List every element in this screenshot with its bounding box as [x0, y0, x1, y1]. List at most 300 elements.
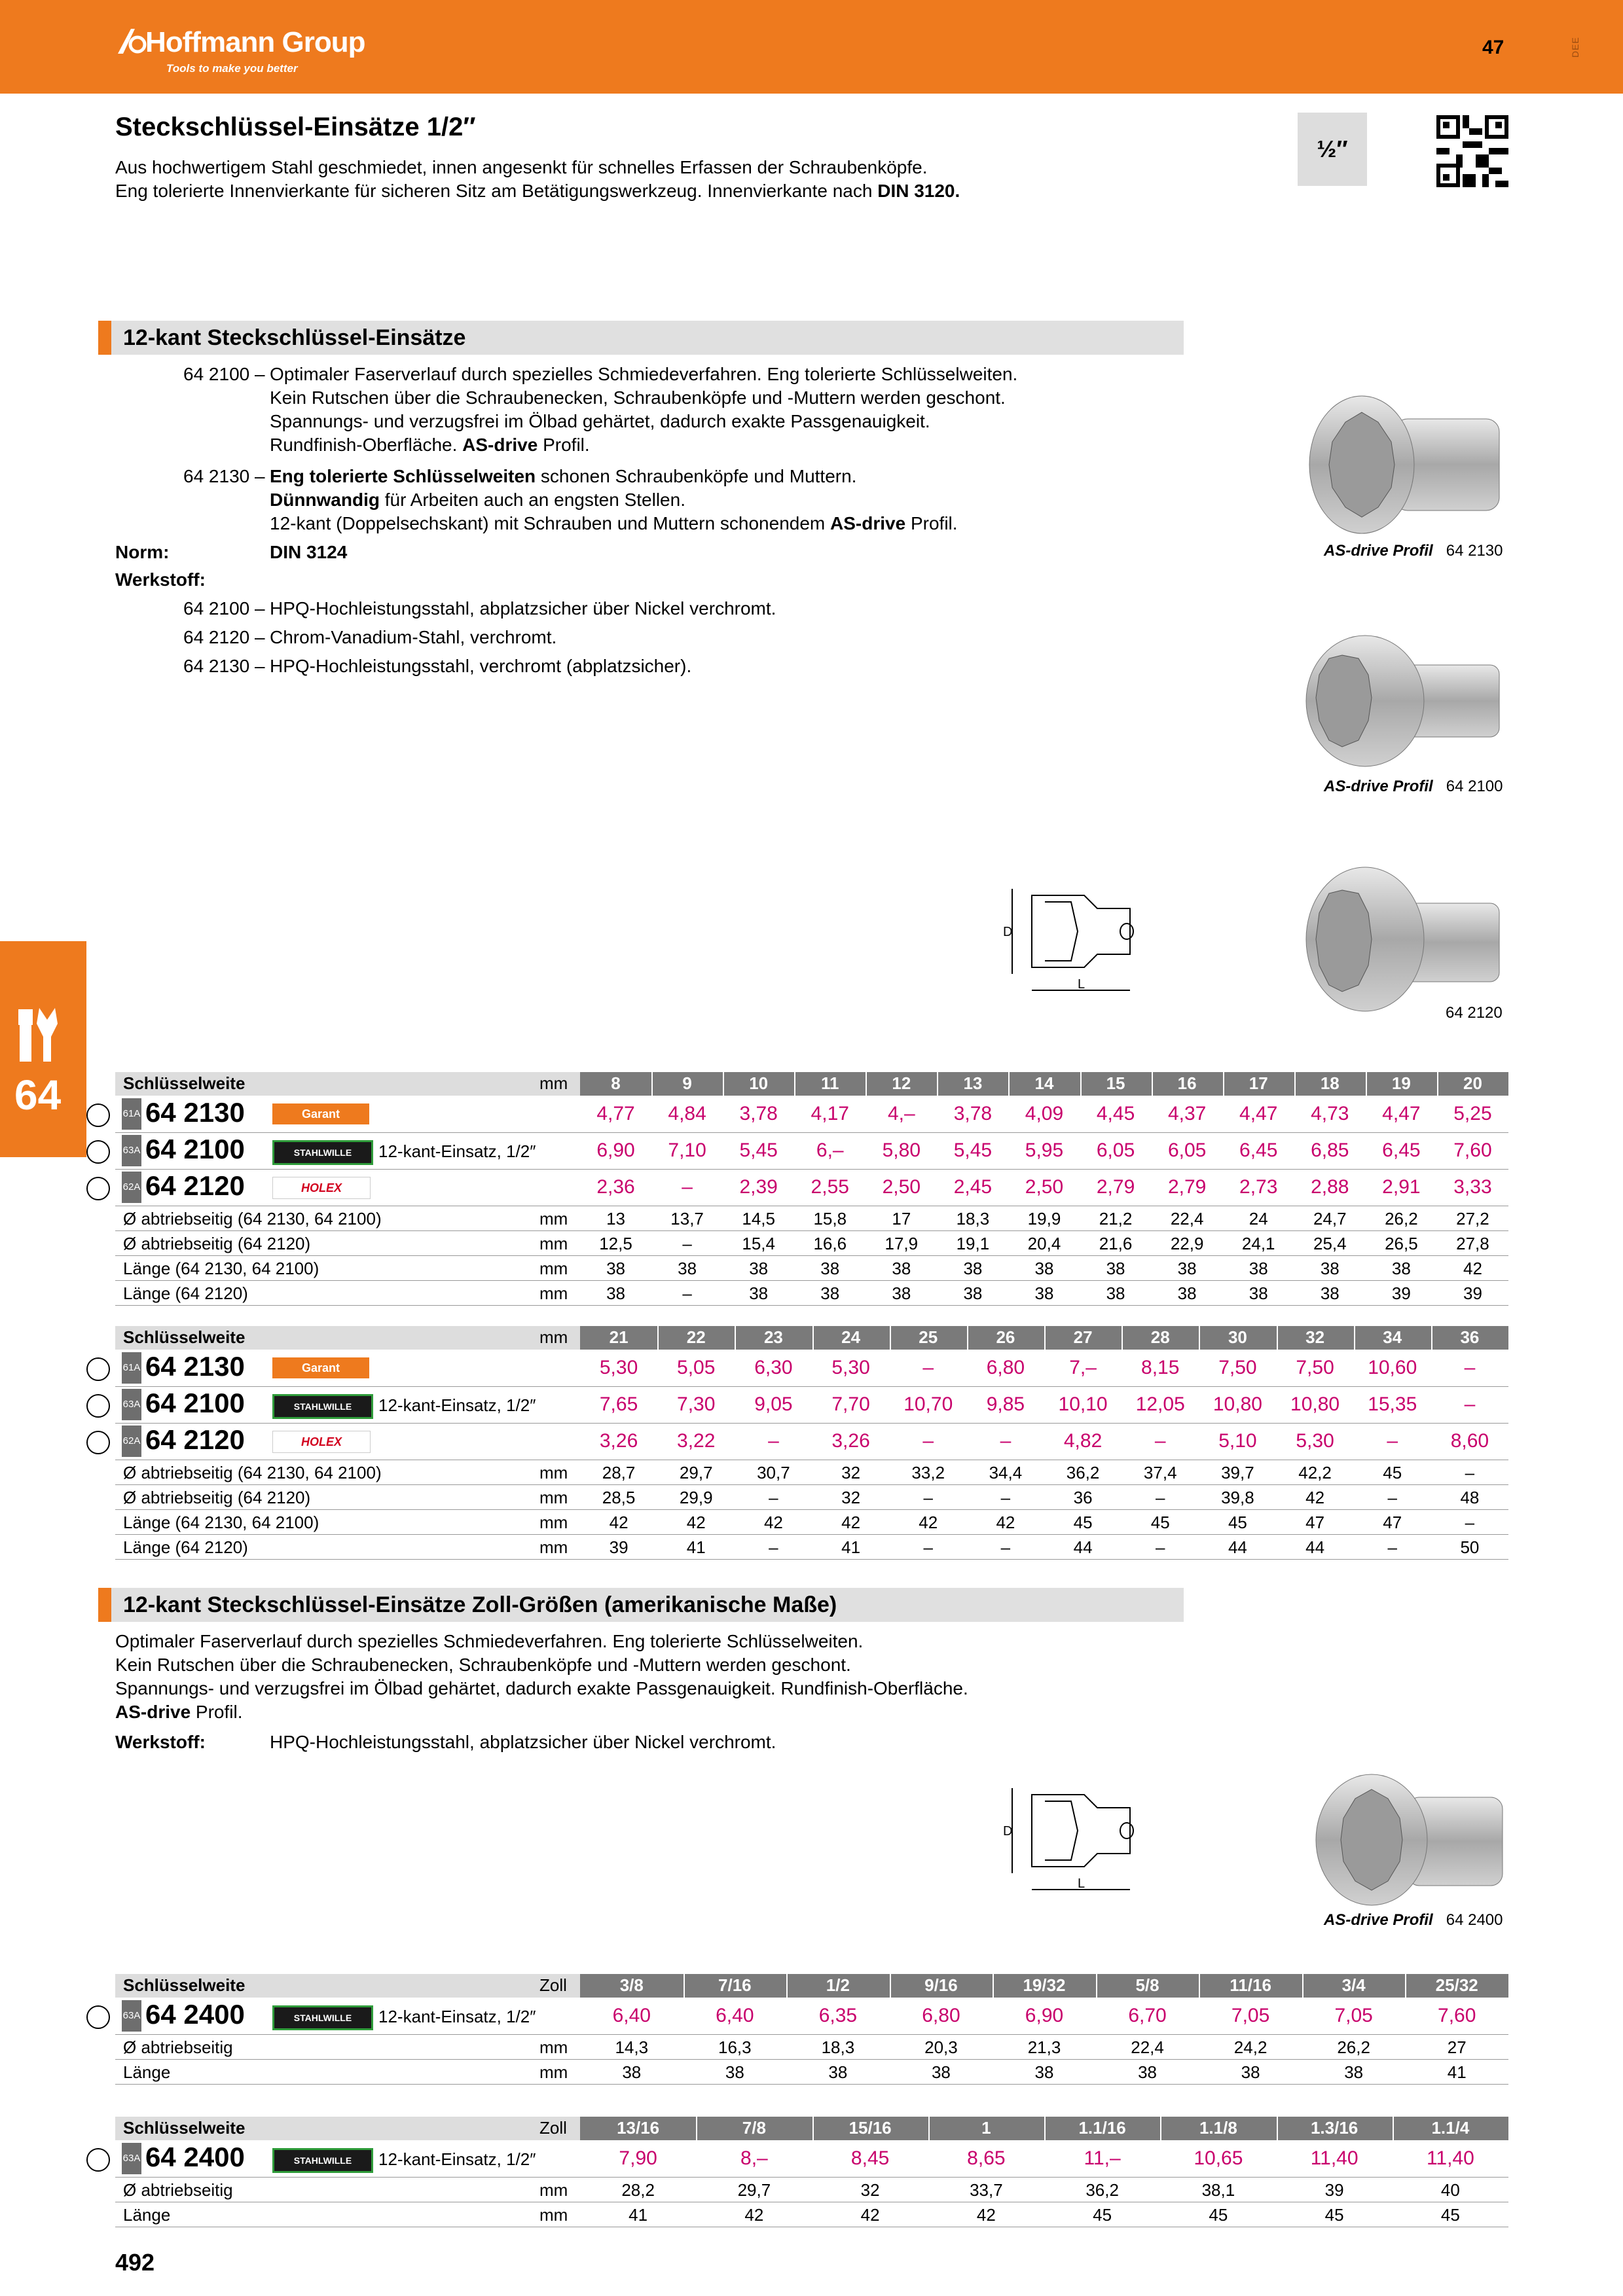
dimension-cell: 47 [1383, 1513, 1402, 1532]
dimension-cell: – [1156, 1488, 1165, 1507]
tools-icon [17, 1004, 67, 1064]
werkstoff-label: Werkstoff: [115, 1732, 206, 1752]
row-divider [115, 1423, 1508, 1424]
dimension-cell: 38 [1391, 1259, 1411, 1278]
size-header-cell: 18 [1320, 1073, 1340, 1093]
dimension-cell: 38 [1249, 1283, 1268, 1303]
price-cell: – [1387, 1430, 1398, 1452]
dimension-cell: 42 [841, 1513, 861, 1532]
dimension-cell: 42 [763, 1513, 783, 1532]
drive-size-badge: ½″ [1298, 113, 1367, 186]
size-header-cell: 16 [1177, 1073, 1197, 1093]
price-cell: 8,– [740, 2147, 768, 2169]
price-cell: 10,80 [1213, 1393, 1262, 1415]
price-cell: 9,85 [986, 1393, 1025, 1415]
dimension-cell: 42 [686, 1513, 706, 1532]
art2-line: 12-kant (Doppelsechskant) mit Schrauben und Muttern schonendem AS-drive Profil. [270, 513, 958, 533]
dimension-cell: 12,5 [599, 1234, 632, 1253]
size-header-cell: 11 [821, 1073, 839, 1093]
socket-photo-642120 [1303, 864, 1512, 1014]
dimension-cell: 38 [820, 1259, 840, 1278]
dimension-cell: 42 [919, 1513, 938, 1532]
price-cell: 4,47 [1382, 1103, 1421, 1124]
section-header-zoll [98, 1588, 1184, 1622]
dimension-unit: mm [539, 1488, 568, 1507]
werkstoff-label: Werkstoff: [115, 569, 206, 590]
brand-stahlwille-logo: STAHLWILLE [272, 2148, 373, 2173]
brand-garant-logo: Garant [272, 1357, 369, 1378]
dimension-label: Ø abtriebseitig [123, 2180, 233, 2200]
drawing-label-d: D [1003, 1824, 1013, 1839]
dimension-cell: 26,2 [1337, 2037, 1370, 2057]
dimension-cell: – [682, 1234, 692, 1253]
row-divider [115, 1305, 1508, 1306]
row-divider [115, 1230, 1508, 1231]
dimension-label: Ø abtriebseitig (64 2130, 64 2100) [123, 1463, 382, 1482]
page-title: Steckschlüssel-Einsätze 1/2″ [115, 113, 476, 141]
dimension-cell: 42 [609, 1513, 629, 1532]
select-radio[interactable] [86, 1140, 110, 1164]
dimension-cell: 38 [1249, 1259, 1268, 1278]
dimension-label: Länge (64 2120) [123, 1537, 248, 1557]
size-header-cell: 25/32 [1435, 1975, 1478, 1995]
dimension-cell: 17,9 [884, 1234, 919, 1253]
price-cell: 2,88 [1311, 1176, 1349, 1198]
zoll-line: Kein Rutschen über die Schraubenecken, Schraubenköpfe und -Muttern werden geschont. [115, 1655, 851, 1675]
select-radio[interactable] [86, 1431, 110, 1454]
dimension-cell: 38 [1106, 1283, 1125, 1303]
dimension-cell: 24,2 [1233, 2037, 1267, 2057]
dimension-cell: 20,3 [924, 2037, 958, 2057]
column-divider [735, 1326, 736, 1350]
dimension-cell: 42 [1305, 1488, 1325, 1507]
select-radio[interactable] [86, 2148, 110, 2172]
column-divider [1044, 1326, 1046, 1350]
size-unit: mm [539, 1073, 568, 1093]
price-cell: – [1154, 1430, 1166, 1452]
article-number[interactable]: 64 2400 [145, 2142, 245, 2172]
price-cell: 7,65 [599, 1393, 638, 1415]
dimension-cell: 15,8 [813, 1209, 847, 1229]
size-unit: Zoll [539, 2118, 567, 2138]
catalog-code: 63A [122, 2143, 141, 2174]
brand-holex-logo: HOLEX [272, 1177, 371, 1199]
dimension-cell: 27,2 [1456, 1209, 1489, 1229]
dimension-cell: 38 [1106, 1259, 1125, 1278]
column-divider [1096, 1974, 1097, 1998]
select-radio[interactable] [86, 2005, 110, 2029]
row-divider [115, 2059, 1508, 2060]
size-header-cell: 14 [1034, 1073, 1054, 1093]
art1-line: Kein Rutschen über die Schraubenecken, Schraubenköpfe und -Muttern werden geschont. [270, 387, 1006, 408]
price-cell: 8,60 [1450, 1430, 1489, 1452]
size-header-cell: 12 [892, 1073, 911, 1093]
row-divider [115, 2034, 1508, 2035]
price-cell: 7,90 [619, 2147, 657, 2169]
dimension-cell: 38 [606, 1259, 625, 1278]
price-cell: – [922, 1430, 934, 1452]
article-number[interactable]: 64 2130 [145, 1351, 245, 1382]
hoffmann-logo-icon [115, 25, 148, 56]
dimension-cell: 44 [1305, 1537, 1325, 1557]
catalog-code: 61A [122, 1352, 141, 1384]
dimension-cell: – [923, 1537, 933, 1557]
size-header-cell: 1.1/4 [1431, 2118, 1470, 2138]
row-divider [115, 1484, 1508, 1485]
column-divider [723, 1072, 724, 1096]
dimension-cell: 41 [629, 2205, 648, 2225]
dimension-cell: 32 [841, 1463, 861, 1482]
column-divider [1366, 1072, 1367, 1096]
dimension-unit: mm [539, 1259, 568, 1278]
material-text: HPQ-Hochleistungsstahl, verchromt (abplatzsicher). [270, 656, 692, 676]
price-cell: 6,85 [1311, 1139, 1349, 1161]
dimension-cell: 38 [749, 1259, 769, 1278]
drawing-label-d: D [1003, 925, 1013, 939]
article-ref: 64 2130 – [183, 466, 265, 486]
price-cell: 3,22 [677, 1430, 716, 1452]
dimension-cell: 21,2 [1099, 1209, 1133, 1229]
dimension-cell: 36 [1073, 1488, 1093, 1507]
dimension-cell: 45 [1209, 2205, 1228, 2225]
column-divider [812, 2117, 814, 2140]
price-cell: 5,80 [882, 1139, 921, 1161]
size-label: Schlüsselweite [123, 2118, 246, 2138]
dimension-cell: 45 [1383, 1463, 1402, 1482]
select-radio[interactable] [86, 1394, 110, 1418]
price-cell: 2,36 [596, 1176, 635, 1198]
price-cell: 7,60 [1438, 2005, 1476, 2026]
price-cell: – [1000, 1430, 1012, 1452]
price-cell: 7,30 [677, 1393, 716, 1415]
price-cell: 6,80 [922, 2005, 960, 2026]
column-divider [1152, 1072, 1153, 1096]
dimension-cell: 39 [1391, 1283, 1411, 1303]
row-divider [115, 1386, 1508, 1387]
brand-name: Hoffmann Group [145, 26, 365, 58]
article-number[interactable]: 64 2120 [145, 1424, 245, 1455]
price-cell: 2,79 [1167, 1176, 1207, 1198]
art2-line: Eng tolerierte Schlüsselweiten schonen Schraubenköpfe und Muttern. [270, 466, 857, 486]
dimension-cell: 18,3 [956, 1209, 990, 1229]
column-divider [1437, 1072, 1438, 1096]
price-cell: 3,78 [739, 1103, 778, 1124]
dimension-cell: 28,7 [602, 1463, 636, 1482]
dimension-cell: 36,2 [1066, 1463, 1100, 1482]
column-divider [1080, 1072, 1082, 1096]
price-cell: 6,90 [596, 1139, 635, 1161]
column-divider [1160, 2117, 1161, 2140]
price-cell: 5,30 [599, 1357, 638, 1378]
price-cell: 7,70 [831, 1393, 870, 1415]
size-header-cell: 1.3/16 [1310, 2118, 1359, 2138]
column-divider [684, 1974, 685, 1998]
dimension-cell: – [1465, 1513, 1475, 1532]
price-cell: 6,45 [1382, 1139, 1421, 1161]
size-header-cell: 36 [1460, 1327, 1480, 1347]
drawing-label-l: L [1078, 977, 1085, 992]
row-divider [115, 2084, 1508, 2085]
dimension-cell: 42 [1463, 1259, 1482, 1278]
dimension-cell: 45 [1324, 2205, 1344, 2225]
column-divider [937, 1072, 938, 1096]
dimension-cell: 32 [841, 1488, 861, 1507]
column-divider [794, 1072, 795, 1096]
size-header-cell: 19 [1391, 1073, 1411, 1093]
art1-line: Spannungs- und verzugsfrei im Ölbad gehärtet, dadurch exakte Passgenauigkeit. [270, 411, 930, 431]
dimension-cell: 24,1 [1241, 1234, 1275, 1253]
size-header-cell: 23 [763, 1327, 783, 1347]
product-description: 12-kant-Einsatz, 1/2″ [378, 1141, 536, 1161]
column-divider [651, 1072, 653, 1096]
dimension-cell: 38 [892, 1259, 911, 1278]
dimension-cell: 38 [1241, 2062, 1260, 2082]
dimension-cell: 16,3 [718, 2037, 752, 2057]
catalog-code: 62A [122, 1426, 141, 1457]
dimension-cell: 38 [1177, 1283, 1197, 1303]
dimension-cell: 37,4 [1143, 1463, 1177, 1482]
price-cell: 15,35 [1368, 1393, 1417, 1415]
dimension-cell: 20,4 [1027, 1234, 1061, 1253]
dimension-unit: mm [539, 1283, 568, 1303]
price-cell: 4,37 [1167, 1103, 1207, 1124]
dimension-cell: 38 [931, 2062, 951, 2082]
dimension-cell: 41 [1447, 2062, 1467, 2082]
price-cell: 3,78 [953, 1103, 993, 1124]
dimension-cell: 33,7 [970, 2180, 1003, 2200]
column-divider [812, 1326, 814, 1350]
price-cell: 4,– [887, 1103, 915, 1124]
price-cell: 4,09 [1025, 1103, 1064, 1124]
material-art: 64 2130 – [183, 656, 265, 676]
dimension-cell: 44 [1228, 1537, 1247, 1557]
section-title: 12-kant Steckschlüssel-Einsätze Zoll-Größen (amerikanische Maße) [123, 1592, 837, 1617]
price-cell: 5,45 [953, 1139, 993, 1161]
brand-tagline: Tools to make you better [166, 62, 298, 75]
row-divider [115, 1280, 1508, 1281]
dimension-cell: 36,2 [1085, 2180, 1119, 2200]
dimension-cell: 38 [1034, 1283, 1054, 1303]
socket-photo-642100 [1303, 632, 1512, 770]
price-cell: 4,45 [1096, 1103, 1135, 1124]
dimension-label: Länge [123, 2062, 171, 2082]
price-cell: 2,91 [1382, 1176, 1421, 1198]
select-radio[interactable] [86, 1357, 110, 1381]
size-header-cell: 22 [686, 1327, 706, 1347]
product-description: 12-kant-Einsatz, 1/2″ [378, 1395, 536, 1415]
art1-line: Optimaler Faserverlauf durch spezielles Schmiedeverfahren. Eng tolerierte Schlüsselweiten. [270, 364, 1018, 384]
size-label: Schlüsselweite [123, 1327, 246, 1347]
dimension-cell: 21,3 [1027, 2037, 1061, 2057]
size-header-cell: 7/16 [718, 1975, 752, 1995]
column-divider [1122, 1326, 1123, 1350]
dimension-cell: 18,3 [821, 2037, 855, 2057]
price-cell: – [1464, 1393, 1476, 1415]
size-header-cell: 11/16 [1230, 1975, 1271, 1995]
column-divider [1277, 1326, 1278, 1350]
price-cell: 2,39 [739, 1176, 778, 1198]
select-radio[interactable] [86, 1103, 110, 1127]
price-cell: 6,70 [1128, 2005, 1167, 2026]
price-cell: 6,05 [1167, 1139, 1207, 1161]
size-header-cell: 30 [1228, 1327, 1247, 1347]
intro-line-1: Aus hochwertigem Stahl geschmiedet, innen angesenkt für schnelles Erfassen der Schraubenköpfe. [115, 157, 928, 177]
price-cell: 5,10 [1218, 1430, 1257, 1452]
dimension-cell: 39 [1324, 2180, 1344, 2200]
row-divider [115, 1132, 1508, 1133]
zoll-line: Spannungs- und verzugsfrei im Ölbad gehärtet, dadurch exakte Passgenauigkeit. Rundfinish-Oberfläche. [115, 1678, 968, 1698]
dimension-label: Länge [123, 2205, 171, 2225]
price-cell: 3,26 [599, 1430, 638, 1452]
art1-line: Rundfinish-Oberfläche. AS-drive Profil. [270, 435, 590, 455]
row-divider [115, 1559, 1508, 1560]
dimension-cell: 38 [1177, 1259, 1197, 1278]
catalog-code: 63A [122, 2000, 141, 2032]
article-ref: 64 2100 – [183, 364, 265, 384]
size-header-cell: 15 [1106, 1073, 1125, 1093]
dimension-unit: mm [539, 1513, 568, 1532]
chapter-number: 64 [14, 1071, 62, 1119]
brand-garant-logo: Garant [272, 1103, 369, 1124]
size-header-cell: 1/2 [826, 1975, 850, 1995]
size-label: Schlüsselweite [123, 1975, 246, 1995]
price-cell: 6,05 [1096, 1139, 1135, 1161]
price-cell: 7,05 [1334, 2005, 1373, 2026]
column-divider [1277, 2117, 1278, 2140]
column-divider [786, 1974, 788, 1998]
column-divider [696, 2117, 697, 2140]
price-cell: 9,05 [754, 1393, 793, 1415]
price-cell: 12,05 [1135, 1393, 1185, 1415]
dimension-cell: 47 [1305, 1513, 1325, 1532]
price-cell: 7,60 [1453, 1139, 1492, 1161]
article-number[interactable]: 64 2100 [145, 1134, 245, 1164]
dimension-cell: – [1387, 1488, 1397, 1507]
price-cell: 2,73 [1239, 1176, 1278, 1198]
price-cell: 2,45 [953, 1176, 993, 1198]
dimension-cell: 45 [1073, 1513, 1093, 1532]
column-divider [1199, 1974, 1200, 1998]
dimension-label: Länge (64 2130, 64 2100) [123, 1513, 319, 1532]
dimension-cell: 15,4 [742, 1234, 775, 1253]
dimension-cell: 17 [892, 1209, 911, 1229]
dimension-cell: 45 [1440, 2205, 1460, 2225]
dimension-cell: 38 [828, 2062, 848, 2082]
size-header-cell: 1.1/16 [1078, 2118, 1126, 2138]
size-header-cell: 8 [611, 1073, 621, 1093]
dimension-cell: 28,2 [621, 2180, 655, 2200]
price-cell: 10,10 [1058, 1393, 1108, 1415]
dimension-cell: – [1000, 1537, 1011, 1557]
price-cell: 3,33 [1453, 1176, 1492, 1198]
dimension-cell: 42 [860, 2205, 880, 2225]
column-divider [1393, 2117, 1394, 2140]
column-divider [657, 1326, 659, 1350]
dimension-cell: 38 [678, 1259, 697, 1278]
brand-stahlwille-logo: STAHLWILLE [272, 1140, 373, 1165]
zoll-line: Optimaler Faserverlauf durch spezielles Schmiedeverfahren. Eng tolerierte Schlüsselweiten. [115, 1631, 864, 1651]
price-cell: 2,50 [1025, 1176, 1064, 1198]
size-header-cell: 9/16 [924, 1975, 958, 1995]
dimension-unit: mm [539, 1234, 568, 1253]
dimension-cell: – [1465, 1463, 1475, 1482]
price-cell: 6,40 [612, 2005, 651, 2026]
qr-code-icon [1436, 115, 1508, 187]
column-divider [890, 1326, 891, 1350]
dimension-cell: 29,7 [737, 2180, 771, 2200]
dimension-cell: 24 [1249, 1209, 1268, 1229]
article-number[interactable]: 64 2100 [145, 1388, 245, 1418]
socket-drawing [1003, 1775, 1176, 1899]
page-number-top: 47 [1482, 37, 1504, 58]
price-cell: 10,80 [1290, 1393, 1340, 1415]
dimension-cell: 38 [963, 1283, 983, 1303]
size-header-cell: 9 [682, 1073, 692, 1093]
size-header-cell: 21 [609, 1327, 629, 1347]
price-cell: 5,05 [677, 1357, 716, 1378]
brand-holex-logo: HOLEX [272, 1431, 371, 1453]
price-cell: 4,17 [811, 1103, 849, 1124]
article-number[interactable]: 64 2120 [145, 1170, 245, 1201]
price-cell: 5,45 [739, 1139, 778, 1161]
select-radio[interactable] [86, 1177, 110, 1200]
dimension-cell: 42 [976, 2205, 996, 2225]
price-cell: 6,35 [818, 2005, 858, 2026]
column-divider [1302, 1974, 1304, 1998]
language-code: DEE [1570, 37, 1580, 58]
dimension-cell: 38 [725, 2062, 744, 2082]
dimension-cell: – [1156, 1537, 1165, 1557]
column-divider [1223, 1072, 1224, 1096]
dimension-cell: 39,7 [1221, 1463, 1254, 1482]
size-unit: Zoll [539, 1975, 567, 1995]
price-cell: 3,26 [831, 1430, 870, 1452]
werkstoff-text: HPQ-Hochleistungsstahl, abplatzsicher über Nickel verchromt. [270, 1732, 776, 1752]
dimension-cell: 26,2 [1385, 1209, 1418, 1229]
column-divider [1044, 2117, 1046, 2140]
dimension-cell: 38 [892, 1283, 911, 1303]
size-unit: mm [539, 1327, 568, 1347]
dimension-cell: 27,8 [1456, 1234, 1489, 1253]
dimension-cell: 38 [749, 1283, 769, 1303]
article-number[interactable]: 64 2400 [145, 1999, 245, 2030]
size-header-cell: 20 [1463, 1073, 1482, 1093]
dimension-cell: 16,6 [813, 1234, 847, 1253]
price-cell: – [1464, 1357, 1476, 1378]
dimension-cell: 38 [622, 2062, 642, 2082]
dimension-cell: 22,9 [1170, 1234, 1204, 1253]
dimension-cell: – [923, 1488, 933, 1507]
dimension-cell: 14,5 [742, 1209, 775, 1229]
dimension-cell: 22,4 [1131, 2037, 1164, 2057]
size-header-cell: 13 [963, 1073, 983, 1093]
brand-stahlwille-logo: STAHLWILLE [272, 1394, 373, 1419]
dimension-cell: 38 [606, 1283, 625, 1303]
dimension-cell: 38 [1320, 1259, 1340, 1278]
size-header-cell: 24 [841, 1327, 861, 1347]
size-header-cell: 17 [1249, 1073, 1268, 1093]
product-description: 12-kant-Einsatz, 1/2″ [378, 2007, 536, 2026]
dimension-cell: 45 [1228, 1513, 1247, 1532]
price-cell: 2,55 [811, 1176, 849, 1198]
column-divider [967, 1326, 968, 1350]
size-header-cell: 34 [1383, 1327, 1402, 1347]
article-number[interactable]: 64 2130 [145, 1097, 245, 1128]
material-art: 64 2120 – [183, 627, 265, 647]
dimension-cell: – [1387, 1537, 1397, 1557]
price-cell: 5,95 [1025, 1139, 1064, 1161]
material-text: HPQ-Hochleistungsstahl, abplatzsicher über Nickel verchromt. [270, 598, 776, 619]
